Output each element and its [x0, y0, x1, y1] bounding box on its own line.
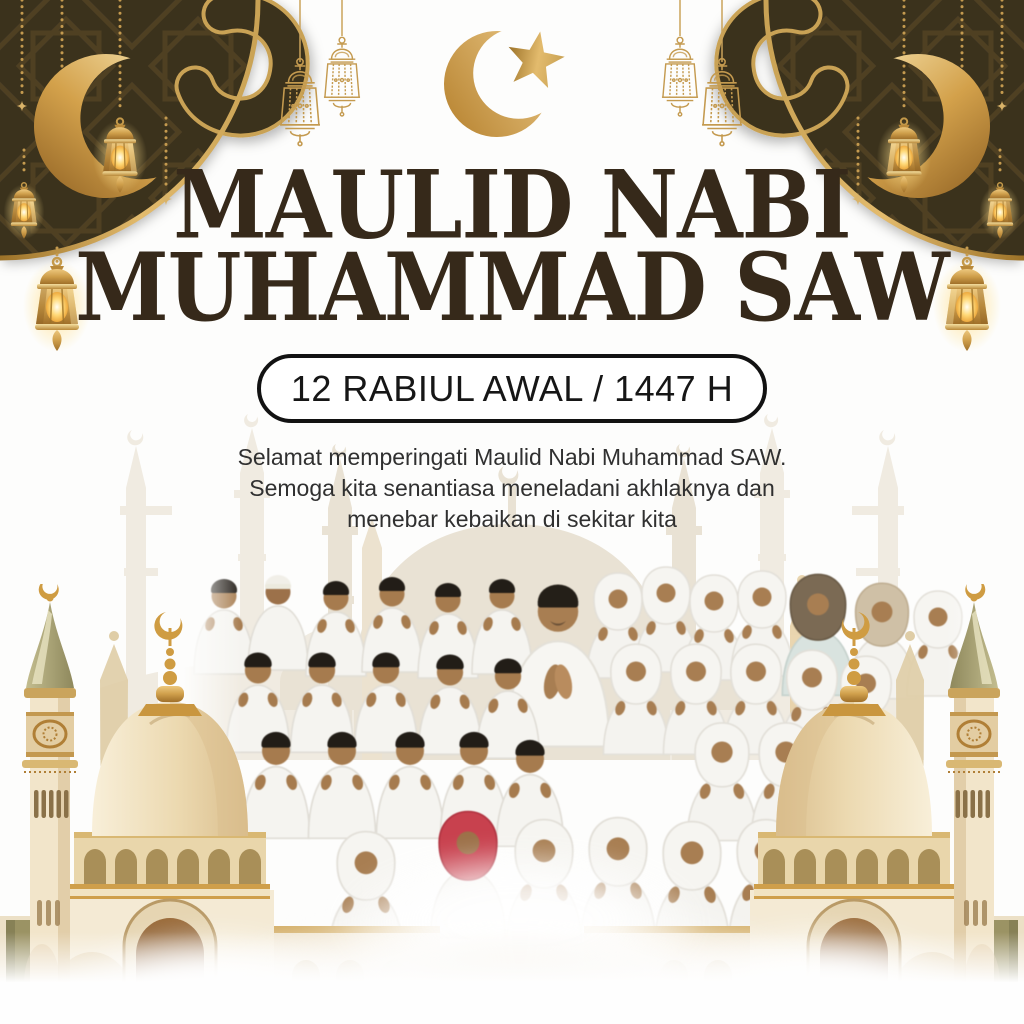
page-title	[20, 149, 1003, 343]
ornate-lantern-pair-left	[280, 0, 360, 146]
message-line-2: Semoga kita senantiasa meneladani akhlaknya dan	[249, 475, 775, 501]
greeting-message	[0, 442, 1024, 535]
date-badge: 12 RABIUL AWAL / 1447 H	[257, 354, 767, 423]
title-line-1: MAULID NABI	[173, 149, 851, 260]
message-line-3: menebar kebaikan di sekitar kita	[347, 506, 677, 532]
message-line-1: Selamat memperingati Maulid Nabi Muhammad SAW.	[237, 444, 787, 470]
title-line-2: MUHAMMAD SAW	[75, 232, 949, 343]
ornate-lantern-pair-right	[662, 0, 742, 146]
date-badge-wrap	[0, 354, 1024, 423]
bottom-mist-band	[0, 932, 1024, 1024]
